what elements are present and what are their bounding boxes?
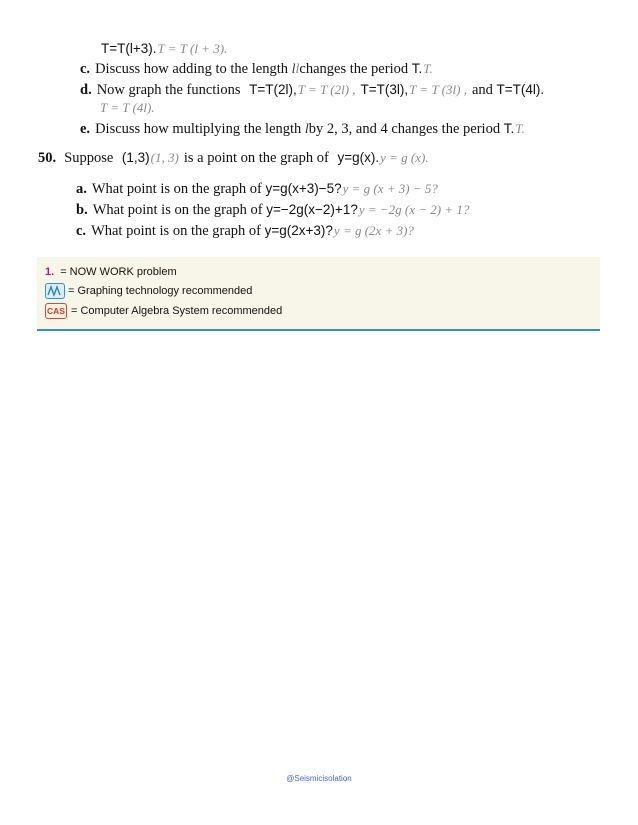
part-label: a.	[76, 181, 87, 197]
func-1-math: T = T (2l) ,	[297, 82, 356, 97]
problem-50-part-a	[76, 180, 438, 198]
now-work-number: 1.	[45, 266, 55, 278]
problem-50-part-c	[76, 222, 414, 240]
legend-graphing	[45, 282, 252, 300]
math-l: l	[291, 62, 296, 77]
part-text: What point is on the graph of	[91, 223, 265, 239]
function-math: y = g (x + 3) − 5?	[342, 181, 438, 196]
now-work-text: = NOW WORK problem	[60, 266, 177, 278]
footer-watermark: @Seismicisolation	[286, 774, 352, 783]
point-text: (1,3)	[121, 150, 150, 165]
period-math: T.	[423, 61, 433, 76]
part-d	[80, 81, 544, 99]
function-math: y = −2g (x − 2) + 1?	[358, 202, 470, 217]
problem-text-2: is a point on the graph of	[183, 150, 333, 166]
continuation-line	[101, 40, 227, 58]
part-text-2: changes the period	[299, 61, 412, 77]
part-text: Discuss how multiplying the length	[95, 121, 305, 137]
period-text: T.	[411, 61, 423, 76]
formula-text: T=T(l+3).	[101, 41, 157, 56]
func-2-text: T=T(3l),	[360, 82, 409, 97]
func-3-math: T = T (4l).	[100, 100, 155, 115]
problem-50	[38, 149, 429, 167]
part-c	[80, 60, 433, 79]
part-text-2: by 2, 3, and 4 changes the period	[308, 121, 504, 137]
function-text: y=g(x+3)−5?	[265, 181, 342, 196]
function-text: y=g(x).	[337, 150, 380, 165]
part-label: d.	[80, 82, 92, 98]
part-label: b.	[76, 202, 88, 218]
point-math: (1, 3)	[150, 150, 179, 165]
period-math: T.	[515, 121, 525, 136]
problem-50-part-b	[76, 201, 469, 219]
legend-cas	[45, 302, 282, 320]
math-l: l	[304, 122, 309, 137]
and-text: and	[471, 82, 497, 98]
cas-icon: CAS	[45, 303, 67, 319]
func-2-math: T = T (3l) ,	[409, 82, 467, 97]
func-1-text: T=T(2l),	[249, 82, 297, 97]
function-math: y = g (2x + 3)?	[333, 223, 414, 238]
part-e	[80, 120, 525, 139]
function-text: y=g(2x+3)?	[264, 223, 333, 238]
func-3-text: T=T(4l).	[496, 82, 545, 97]
problem-text: Suppose	[64, 150, 117, 166]
cas-text: = Computer Algebra System recommended	[71, 305, 283, 317]
function-math: y = g (x).	[380, 150, 429, 165]
problem-number: 50.	[38, 150, 57, 166]
part-text: What point is on the graph of	[92, 202, 267, 218]
part-d-continued	[99, 99, 155, 117]
icon-legend	[37, 257, 600, 331]
part-label: c.	[80, 61, 91, 77]
period-text: T.	[503, 121, 515, 136]
graphing-text: = Graphing technology recommended	[68, 285, 253, 297]
function-text: y=−2g(x−2)+1?	[266, 202, 358, 217]
legend-now-work	[45, 263, 177, 281]
formula-math: T = T (l + 3).	[157, 41, 228, 56]
graphing-calculator-icon	[45, 283, 65, 299]
part-text: What point is on the graph of	[91, 181, 266, 197]
math-l-rendered: l	[295, 62, 300, 77]
part-text: Now graph the functions	[96, 82, 245, 98]
part-label: e.	[80, 121, 91, 137]
part-label: c.	[76, 223, 87, 239]
part-text: Discuss how adding to the length	[95, 61, 292, 77]
